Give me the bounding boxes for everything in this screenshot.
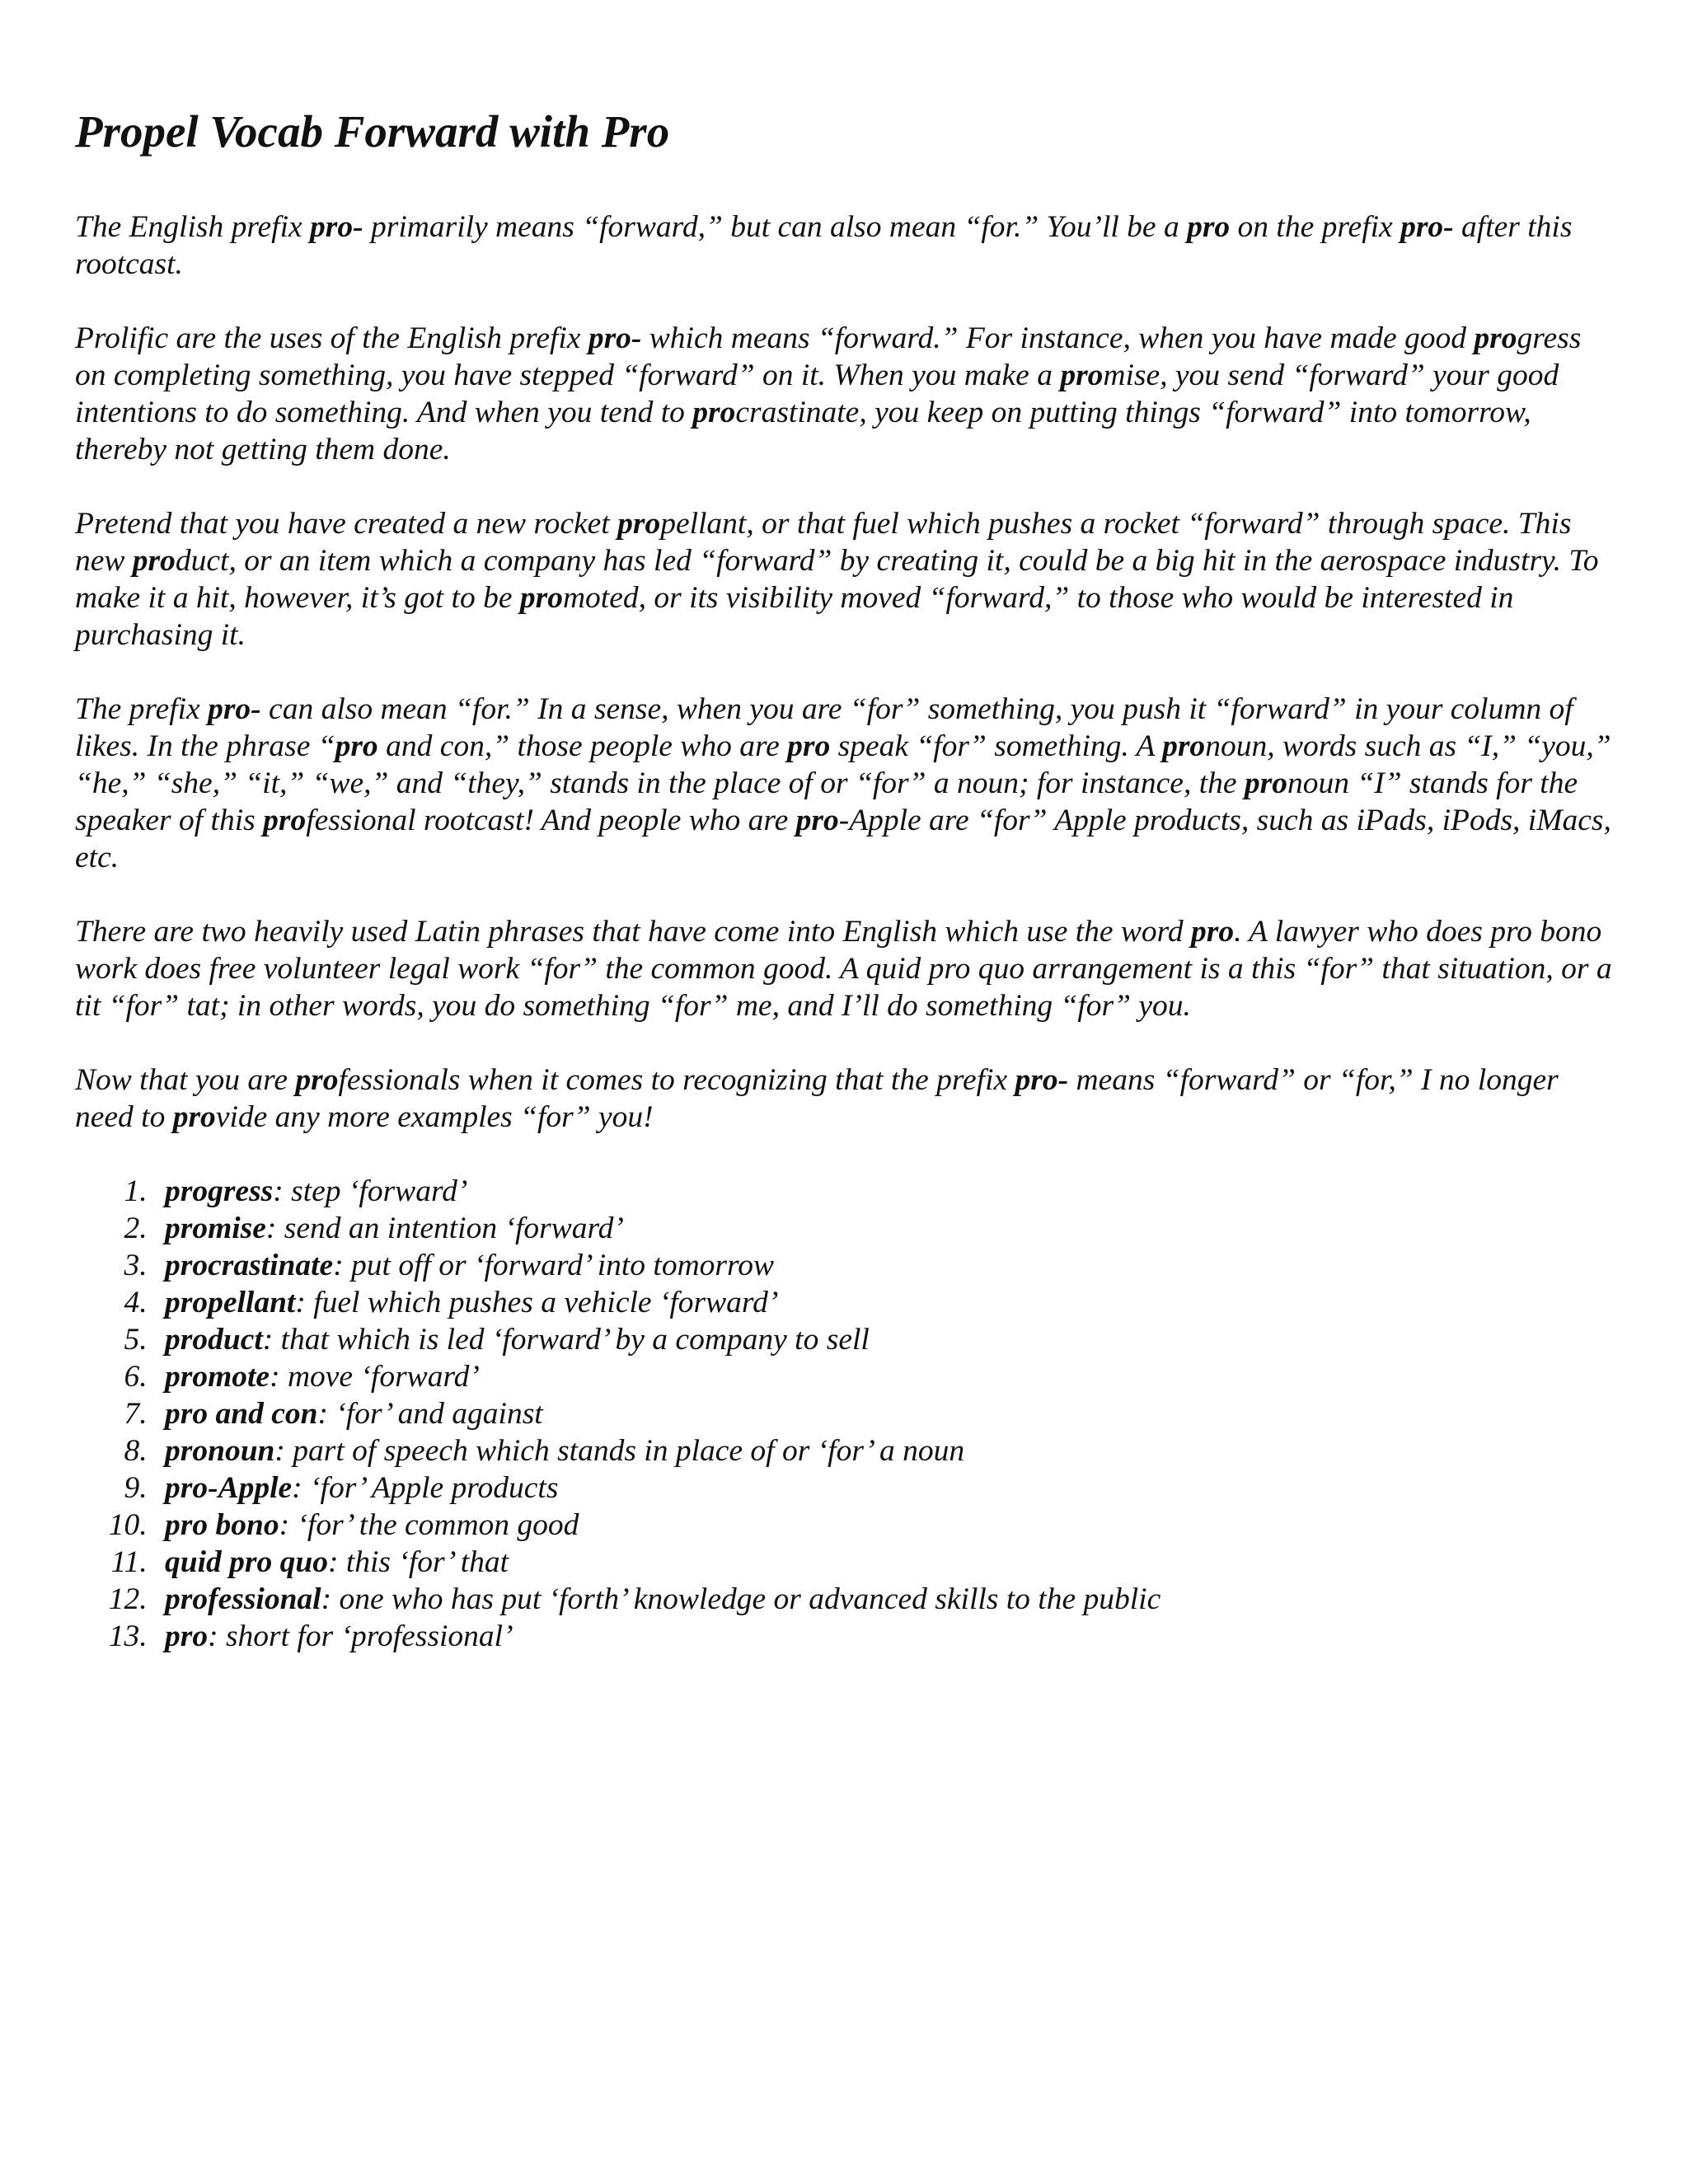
text-run: fessionals when it comes to recognizing that the prefix xyxy=(338,1063,1015,1097)
text-run: duct, or an item which a company has led “forward” by creating it, could be a big hit in the aerospace industry. To make it a hit, however, it’s got to be xyxy=(75,544,1599,615)
vocab-definition: : ‘for’ and against xyxy=(317,1397,543,1431)
vocab-term: propellant xyxy=(165,1286,296,1319)
paragraph xyxy=(75,209,1616,283)
list-item xyxy=(155,1507,1616,1544)
text-run: Pretend that you have created a new rocket xyxy=(75,507,618,541)
list-item xyxy=(155,1581,1616,1618)
vocab-term: procrastinate xyxy=(165,1249,334,1282)
body-text xyxy=(75,209,1616,1136)
text-run: speak “for” something. A xyxy=(830,729,1163,763)
list-item xyxy=(155,1210,1616,1247)
text-run: means “forward” or “for,” I no longer need to xyxy=(75,1063,1559,1134)
document-page xyxy=(75,103,1616,1655)
paragraph xyxy=(75,913,1616,1024)
text-run: The prefix xyxy=(75,692,209,726)
text-run: gress on completing something, you have stepped “forward” on it. When you make a xyxy=(75,321,1582,392)
vocabulary-list xyxy=(75,1173,1616,1655)
text-run: There are two heavily used Latin phrases that have come into English which use the word xyxy=(75,915,1192,949)
bold-term: pro xyxy=(787,729,831,763)
text-run: noun, words such as “I,” “you,” “he,” “she,” “it,” “we,” and “they,” stands in the place of or “for” a noun; for instance, the xyxy=(75,729,1611,800)
vocab-definition: : ‘for’ Apple products xyxy=(292,1471,559,1505)
text-run: mise, you send “forward” your good intentions to do something. And when you tend to xyxy=(75,359,1559,429)
bold-term: pro xyxy=(692,396,736,429)
bold-term: pro xyxy=(519,581,563,615)
vocab-term: promote xyxy=(165,1360,270,1394)
bold-term: pro- xyxy=(208,692,261,726)
text-run: on the prefix xyxy=(1230,210,1401,244)
bold-term: pro xyxy=(335,729,378,763)
bold-term: pro xyxy=(1244,766,1287,800)
text-run: vide any more examples “for” you! xyxy=(215,1100,654,1134)
bold-term: pro- xyxy=(1015,1063,1069,1097)
vocab-definition: : one who has put ‘forth’ knowledge or advanced skills to the public xyxy=(321,1582,1161,1616)
list-item xyxy=(155,1544,1616,1581)
vocab-definition: : that which is led ‘forward’ by a company to sell xyxy=(262,1323,870,1357)
vocab-term: progress xyxy=(165,1174,274,1208)
vocab-definition: : send an intention ‘forward’ xyxy=(265,1212,624,1245)
bold-term: pro xyxy=(1060,359,1104,392)
paragraph xyxy=(75,320,1616,468)
text-run: primarily means “forward,” but can also mean “for.” You’ll be a xyxy=(363,210,1188,244)
list-item xyxy=(155,1395,1616,1432)
list-item xyxy=(155,1618,1616,1655)
list-item xyxy=(155,1432,1616,1469)
bold-term: pro xyxy=(795,804,839,837)
paragraph xyxy=(75,505,1616,654)
vocab-term: quid pro quo xyxy=(165,1545,328,1579)
paragraph xyxy=(75,691,1616,876)
vocab-definition: : fuel which pushes a vehicle ‘forward’ xyxy=(295,1286,779,1319)
text-run: noun “I” stands for the speaker of this xyxy=(75,766,1578,837)
text-run: moted, or its visibility moved “forward,” to those who would be interested in purchasing it. xyxy=(75,581,1514,652)
bold-term: pro xyxy=(132,544,176,578)
vocab-term: professional xyxy=(165,1582,321,1616)
vocab-definition: : step ‘forward’ xyxy=(273,1174,468,1208)
vocab-definition: : part of speech which stands in place of or ‘for’ a noun xyxy=(274,1434,965,1468)
text-run: -Apple are “for” Apple products, such as iPads, iPods, iMacs, etc. xyxy=(75,804,1611,874)
list-item xyxy=(155,1173,1616,1210)
bold-term: pro xyxy=(172,1100,216,1134)
bold-term: pro- xyxy=(1400,210,1454,244)
vocab-term: pronoun xyxy=(165,1434,275,1468)
text-run: Prolific are the uses of the English prefix xyxy=(75,321,588,355)
bold-term: pro xyxy=(1191,915,1235,949)
vocab-term: promise xyxy=(165,1212,266,1245)
paragraph xyxy=(75,1062,1616,1136)
vocab-definition: : this ‘for’ that xyxy=(327,1545,509,1579)
text-run: The English prefix xyxy=(75,210,311,244)
vocab-definition: : move ‘forward’ xyxy=(270,1360,480,1394)
bold-term: pro xyxy=(617,507,661,541)
text-run: can also mean “for.” In a sense, when you are “for” something, you push it “forward” in your column of likes. In the phrase “ xyxy=(75,692,1573,763)
bold-term: pro xyxy=(1474,321,1517,355)
bold-term: pro xyxy=(295,1063,339,1097)
bold-term: pro xyxy=(263,804,307,837)
text-run: . A lawyer who does pro bono work does free volunteer legal work “for” the common good. A quid pro quo arrangement is a this “for” that situation, or a tit “for” tat; in other words, you do something “for” me, and I’ll do something “for” you. xyxy=(75,915,1612,1023)
vocab-term: pro xyxy=(165,1619,209,1653)
vocab-definition: : put off or ‘forward’ into tomorrow xyxy=(333,1249,774,1282)
bold-term: pro- xyxy=(310,210,363,244)
bold-term: pro xyxy=(1162,729,1206,763)
list-item xyxy=(155,1321,1616,1358)
vocab-term: pro-Apple xyxy=(165,1471,293,1505)
text-run: and con,” those people who are xyxy=(377,729,788,763)
text-run: pellant, or that fuel which pushes a rocket “forward” through space. This new xyxy=(75,507,1572,578)
vocab-term: pro bono xyxy=(165,1508,279,1542)
vocab-term: pro and con xyxy=(165,1397,318,1431)
document-title: Propel Vocab Forward with Pro xyxy=(75,106,670,157)
vocab-term: product xyxy=(165,1323,263,1357)
vocab-definition: : short for ‘professional’ xyxy=(208,1619,513,1653)
text-run: which means “forward.” For instance, when you have made good xyxy=(641,321,1475,355)
list-item xyxy=(155,1284,1616,1321)
bold-term: pro- xyxy=(588,321,642,355)
text-run: Now that you are xyxy=(75,1063,296,1097)
list-item xyxy=(155,1469,1616,1507)
text-run: crastinate, you keep on putting things “forward” into tomorrow, thereby not getting them done. xyxy=(75,396,1531,466)
list-item xyxy=(155,1247,1616,1284)
text-run: after this rootcast. xyxy=(75,210,1573,281)
bold-term: pro xyxy=(1187,210,1231,244)
list-item xyxy=(155,1358,1616,1395)
text-run: fessional rootcast! And people who are xyxy=(306,804,796,837)
vocab-definition: : ‘for’ the common good xyxy=(279,1508,579,1542)
